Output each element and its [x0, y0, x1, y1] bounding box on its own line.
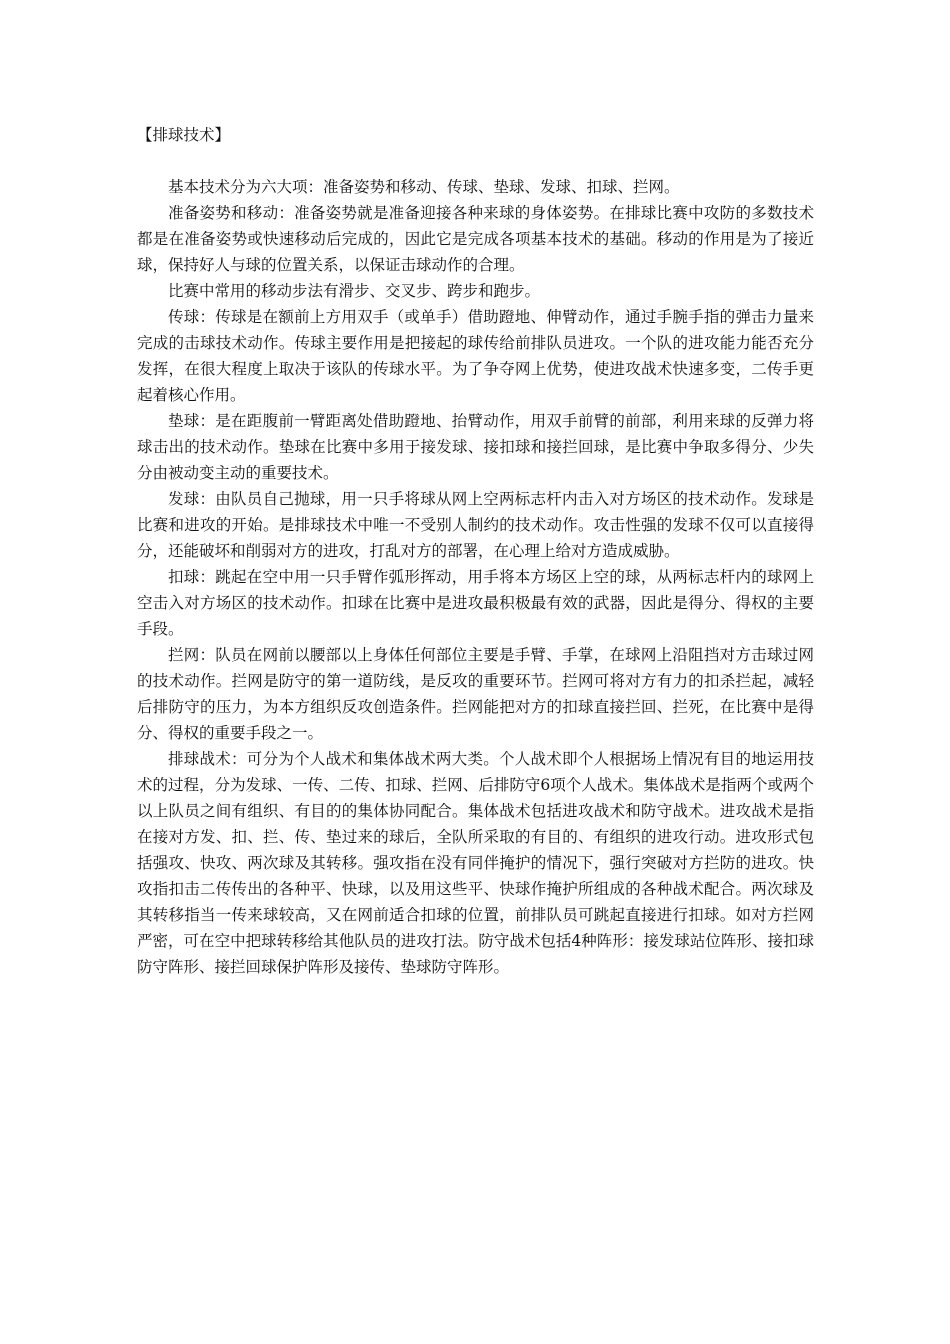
paragraph-serving: 发球：由队员自己抛球，用一只手将球从网上空两标志杆内击入对方场区的技术动作。发球是比赛和进攻的开始。是排球技术中唯一不受别人制约的技术动作。攻击性强的发球不仅可以直接得分，还能破坏和削弱对方的进攻，打乱对方的部署，在心理上给对方造成威胁。	[137, 490, 814, 560]
paragraph-tactics: 排球战术：可分为个人战术和集体战术两大类。个人战术即个人根据场上情况有目的地运用技术的过程，分为发球、一传、二传、扣球、拦网、后排防守6项个人战术。集体战术是指两个或两个以上队员之间有组织、有目的的集体协同配合。集体战术包括进攻战术和防守战术。进攻战术是指在接对方发、扣、拦、传、垫过来的球后，全队所采取的有目的、有组织的进攻行动。进攻形式包括强攻、快攻、两次球及其转移。强攻指在没有同伴掩护的情况下，强行突破对方拦防的进攻。快攻指扣击二传传出的各种平、快球，以及用这些平、快球作掩护所组成的各种战术配合。两次球及其转移指当一传来球较高，又在网前适合扣球的位置，前排队员可跳起直接进行扣球。如对方拦网严密，可在空中把球转移给其他队员的进攻打法。防守战术包括4种阵形：接发球站位阵形、接扣球防守阵形、接拦回球保护阵形及接传、垫球防守阵形。	[137, 750, 814, 976]
paragraph-footwork: 比赛中常用的移动步法有滑步、交叉步、跨步和跑步。	[168, 282, 541, 300]
paragraph-blocking: 拦网：队员在网前以腰部以上身体任何部位主要是手臂、手掌，在球网上沿阻挡对方击球过网的技术动作。拦网是防守的第一道防线，是反攻的重要环节。拦网可将对方有力的扣杀拦起，减轻后排防守的压力，为本方组织反攻创造条件。拦网能把对方的扣球直接拦回、拦死，在比赛中是得分、得权的重要手段之一。	[137, 646, 814, 742]
paragraph-digging: 垫球：是在距腹前一臂距离处借助蹬地、抬臂动作，用双手前臂的前部，利用来球的反弹力将球击出的技术动作。垫球在比赛中多用于接发球、接扣球和接拦回球，是比赛中争取多得分、少失分由被动变主动的重要技术。	[137, 412, 814, 482]
paragraph-spiking: 扣球：跳起在空中用一只手臂作弧形挥动，用手将本方场区上空的球，从两标志杆内的球网上空击入对方场区的技术动作。扣球在比赛中是进攻最积极最有效的武器，因此是得分、得权的主要手段。	[137, 568, 814, 638]
paragraph-overview: 基本技术分为六大项：准备姿势和移动、传球、垫球、发球、扣球、拦网。	[168, 178, 680, 196]
document-body	[137, 122, 814, 980]
paragraph-setting: 传球：传球是在额前上方用双手（或单手）借助蹬地、伸臂动作，通过手腕手指的弹击力量来完成的击球技术动作。传球主要作用是把接起的球传给前排队员进攻。一个队的进攻能力能否充分发挥，在很大程度上取决于该队的传球水平。为了争夺网上优势，使进攻战术快速多变，二传手更起着核心作用。	[137, 308, 814, 404]
document-title: 【排球技术】	[137, 126, 231, 144]
paragraph-ready-stance: 准备姿势和移动：准备姿势就是准备迎接各种来球的身体姿势。在排球比赛中攻防的多数技术都是在准备姿势或快速移动后完成的，因此它是完成各项基本技术的基础。移动的作用是为了接近球，保持好人与球的位置关系，以保证击球动作的合理。	[137, 204, 814, 274]
